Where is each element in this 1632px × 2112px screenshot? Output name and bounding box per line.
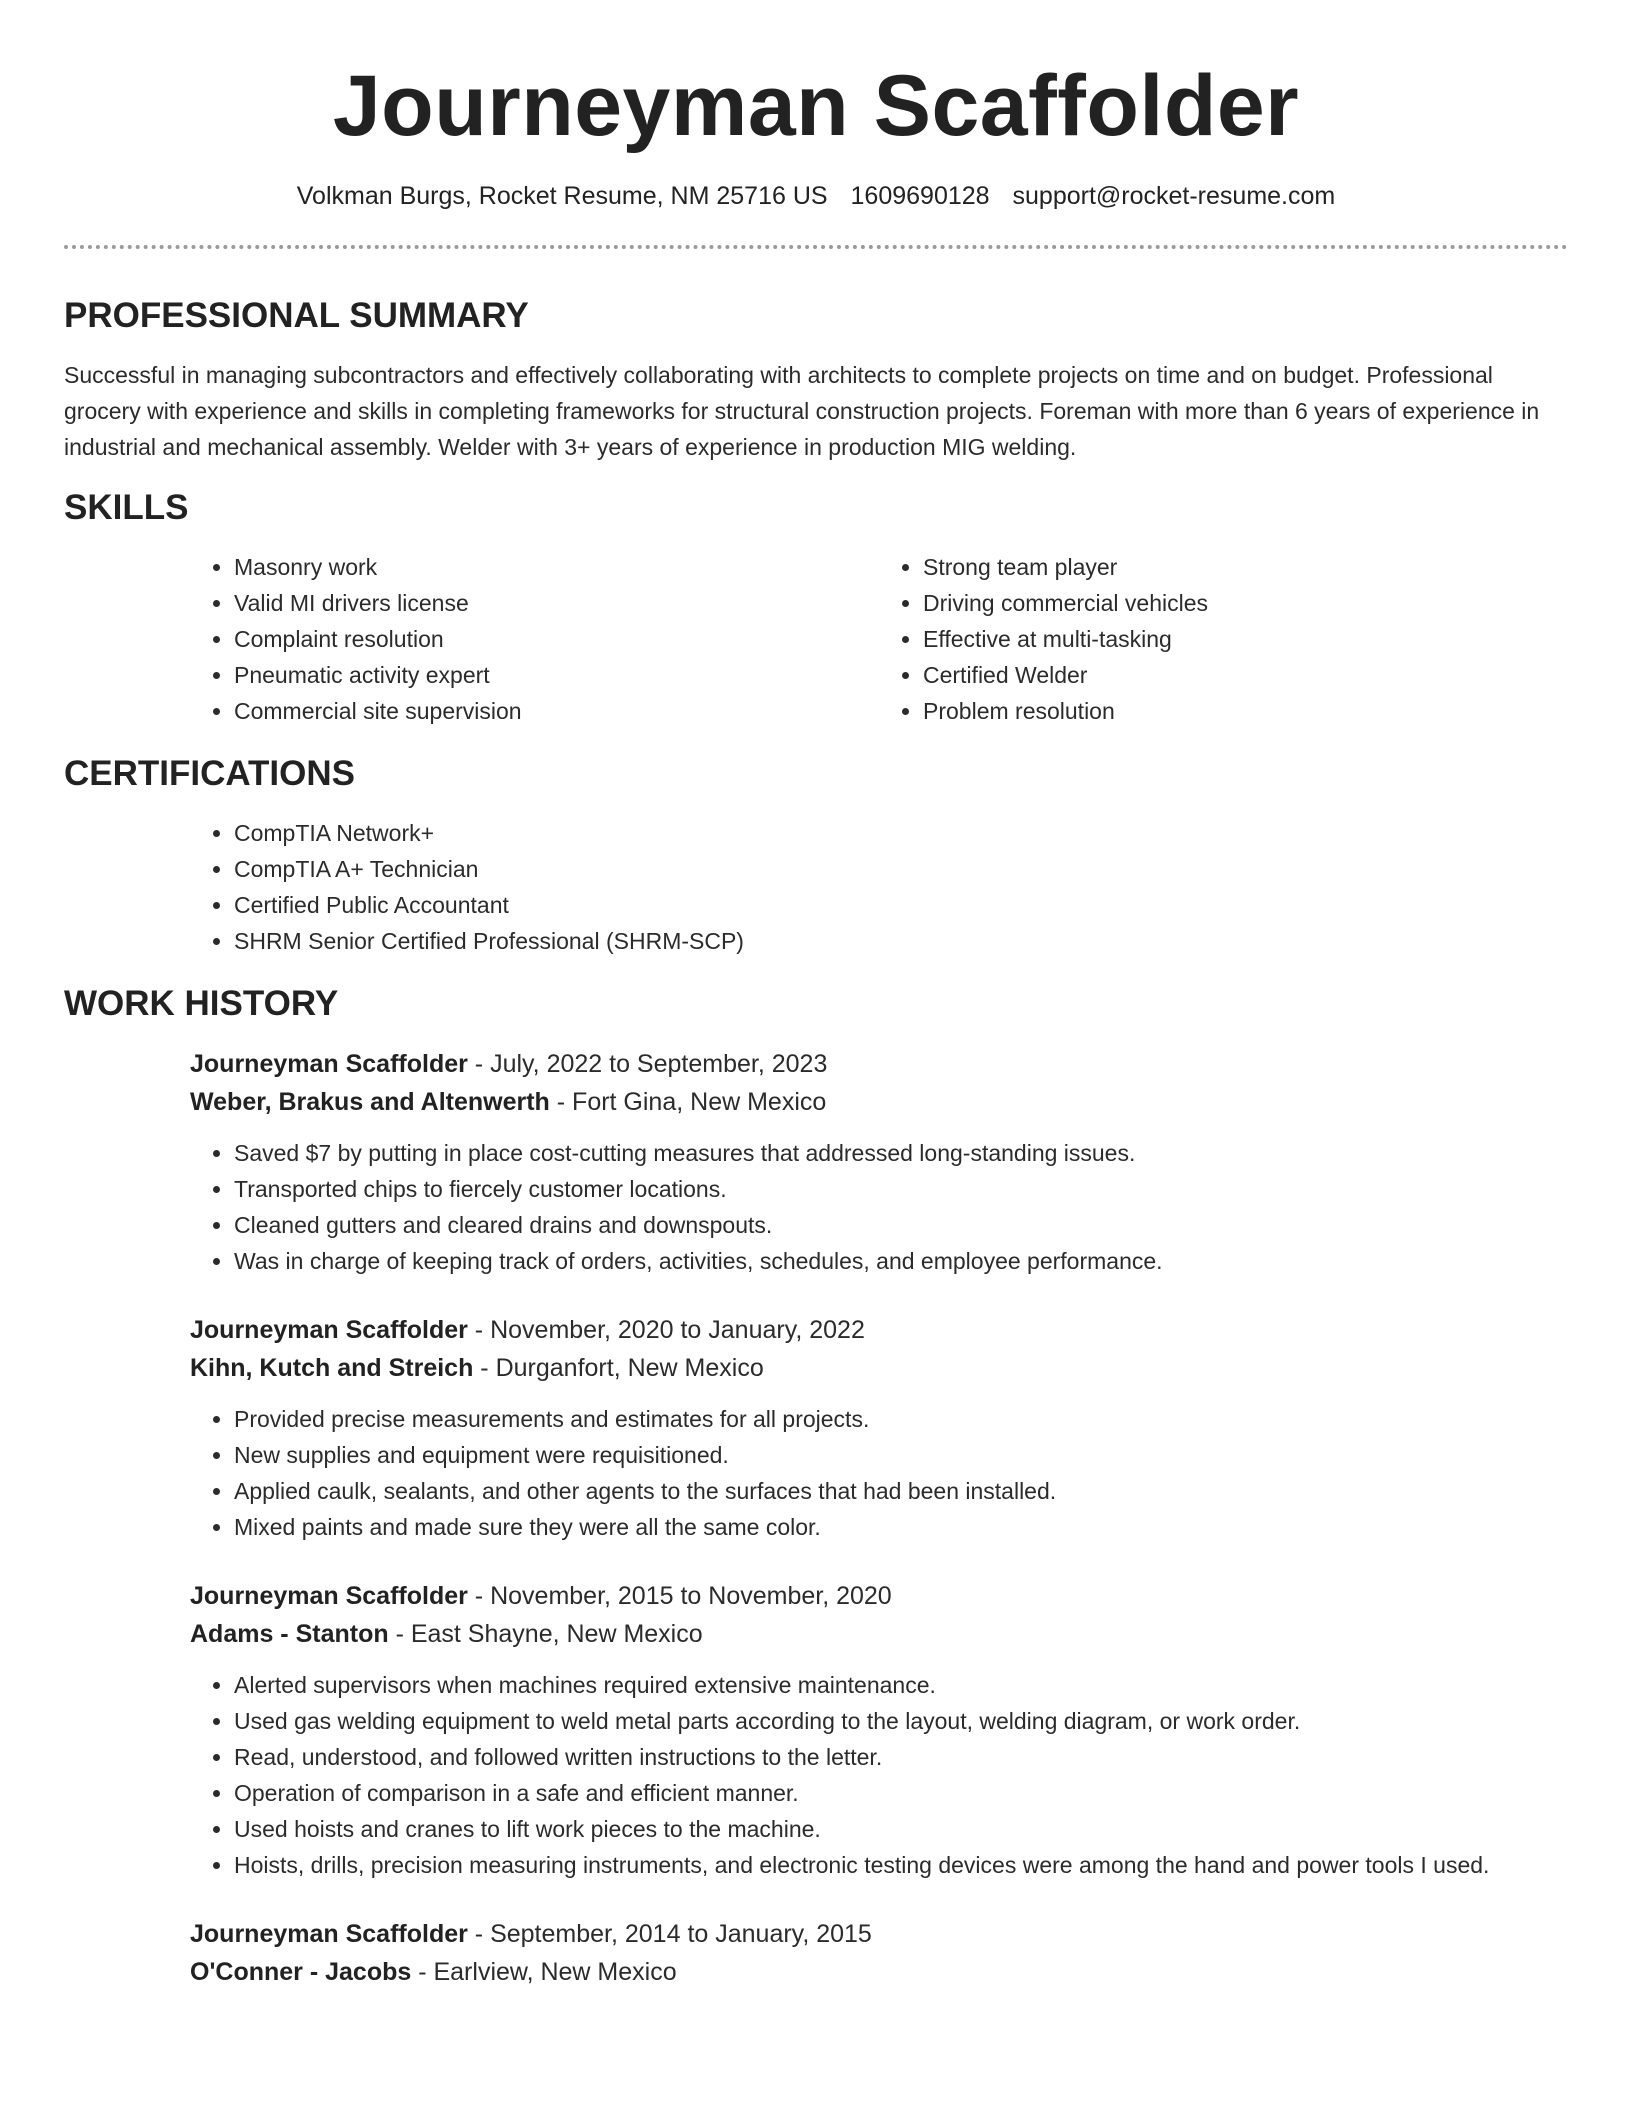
contact-phone: 1609690128 [850,182,990,210]
job-bullet: • Alerted supervisors when machines required extensive maintenance. [234,1667,1568,1703]
job-title-line [190,1311,1568,1349]
job-bullet: • Was in charge of keeping track of orders, activities, schedules, and employee performance. [234,1243,1568,1279]
skill-item: • Masonry work [234,549,879,585]
job-dates: - November, 2015 to November, 2020 [467,1582,892,1610]
contact-line [64,180,1568,212]
certifications-heading: CERTIFICATIONS [64,754,356,793]
job-company-line [190,1615,1568,1653]
job-company: Weber, Brakus and Altenwerth [190,1088,550,1116]
skills-list [190,549,1568,729]
job-bullet: • Used hoists and cranes to lift work pieces to the machine. [234,1811,1568,1847]
job-entry [190,1311,1568,1545]
job-bullet: • Provided precise measurements and estimates for all projects. [234,1401,1568,1437]
job-role: Journeyman Scaffolder [190,1582,468,1610]
skill-item: • Valid MI drivers license [234,585,879,621]
summary-text: Successful in managing subcontractors and effectively collaborating with architects to complete projects on time and on budget. Professional grocery with experience and skills in completing frameworks for structural construction projects. Foreman with more than 6 years of experience in industrial and mechanical assembly. Welder with 3+ years of experience in production MIG welding. [64,362,1540,460]
summary-heading: PROFESSIONAL SUMMARY [64,296,529,335]
certification-item: • Certified Public Accountant [234,887,1568,923]
skill-item: • Strong team player [923,549,1568,585]
job-title-line [190,1577,1568,1615]
skills-column-left [190,549,879,729]
header-divider [64,245,1568,249]
job-entry [190,1577,1568,1883]
job-dates: - July, 2022 to September, 2023 [467,1050,828,1078]
job-company: Kihn, Kutch and Streich [190,1354,474,1382]
job-bullet: • Mixed paints and made sure they were all the same color. [234,1509,1568,1545]
work-history-heading: WORK HISTORY [64,984,339,1023]
resume-page [64,0,1568,1991]
skill-item: • Complaint resolution [234,621,879,657]
skills-column-right [879,549,1568,729]
job-company-line [190,1349,1568,1387]
job-dates: - November, 2020 to January, 2022 [467,1316,865,1344]
candidate-name: Journeyman Scaffolder [332,58,1300,154]
skill-item: • Driving commercial vehicles [923,585,1568,621]
job-bullet: • Used gas welding equipment to weld metal parts according to the layout, welding diagram, or work order. [234,1703,1568,1739]
job-bullet: • Read, understood, and followed written instructions to the letter. [234,1739,1568,1775]
job-bullets [190,1401,1568,1545]
job-title-line [190,1915,1568,1953]
job-bullets [190,1135,1568,1279]
job-entry [190,1915,1568,1991]
contact-email[interactable]: support@rocket-resume.com [1012,182,1336,210]
job-role: Journeyman Scaffolder [190,1920,468,1948]
skills-heading: SKILLS [64,488,189,527]
certification-item: • CompTIA A+ Technician [234,851,1568,887]
certification-item: • SHRM Senior Certified Professional (SHRM-SCP) [234,923,1568,959]
job-bullet: • Cleaned gutters and cleared drains and downspouts. [234,1207,1568,1243]
job-title-line [190,1045,1568,1083]
job-location: - Durganfort, New Mexico [473,1354,764,1382]
skill-item: • Effective at multi-tasking [923,621,1568,657]
job-entry [190,1045,1568,1279]
job-bullet: • Transported chips to fiercely customer locations. [234,1171,1568,1207]
job-role: Journeyman Scaffolder [190,1050,468,1078]
job-company-line [190,1083,1568,1121]
skill-item: • Problem resolution [923,693,1568,729]
job-role: Journeyman Scaffolder [190,1316,468,1344]
job-bullet: • Saved $7 by putting in place cost-cutting measures that addressed long-standing issues. [234,1135,1568,1171]
job-location: - Earlview, New Mexico [411,1958,677,1986]
certification-item: • CompTIA Network+ [234,815,1568,851]
job-bullet: • New supplies and equipment were requisitioned. [234,1437,1568,1473]
job-location: - Fort Gina, New Mexico [549,1088,827,1116]
job-company-line [190,1953,1568,1991]
job-location: - East Shayne, New Mexico [388,1620,703,1648]
contact-address: Volkman Burgs, Rocket Resume, NM 25716 US [296,182,828,210]
certifications-list [190,815,1568,959]
skill-item: • Certified Welder [923,657,1568,693]
job-bullet: • Hoists, drills, precision measuring instruments, and electronic testing devices were among the hand and power tools I used. [234,1847,1568,1883]
job-company: Adams - Stanton [190,1620,389,1648]
job-bullets [190,1667,1568,1883]
job-bullet: • Operation of comparison in a safe and efficient manner. [234,1775,1568,1811]
job-dates: - September, 2014 to January, 2015 [467,1920,872,1948]
skill-item: • Commercial site supervision [234,693,879,729]
job-bullet: • Applied caulk, sealants, and other agents to the surfaces that had been installed. [234,1473,1568,1509]
job-company: O'Conner - Jacobs [190,1958,412,1986]
skill-item: • Pneumatic activity expert [234,657,879,693]
